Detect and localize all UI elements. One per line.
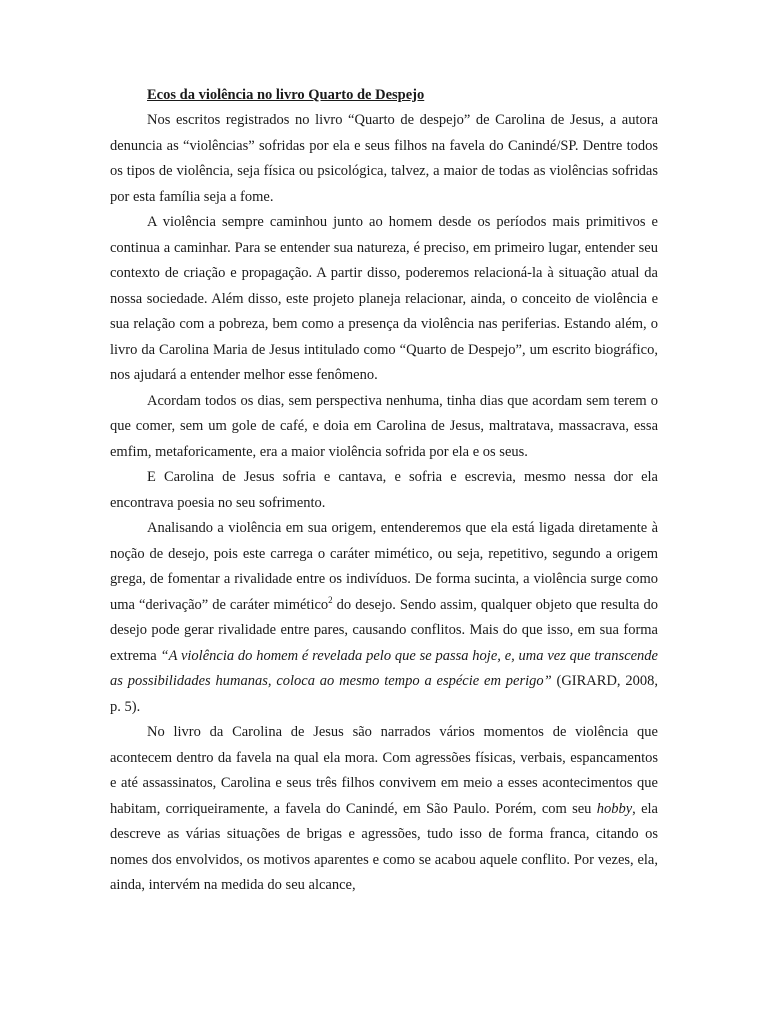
paragraph-6 (110, 720, 658, 899)
text-segment: , ela descreve as várias situações de brigas e agressões, tudo isso de forma franca, citando os nomes dos envolvidos, os motivos aparentes e como se acabou aquele conflito. Por vezes, ela, ainda, intervém na medida do seu alcance, (110, 800, 658, 893)
text-segment: do desejo. Sendo assim, qualquer objeto que resulta do desejo pode gerar rivalidade entre pares, causando conflitos. Mais do que isso, em sua forma extrema (110, 596, 658, 664)
italic-text: “A violência do homem é revelada pelo que se passa hoje, e, uma vez que transcende as possibilidades humanas, coloca ao mesmo tempo a espécie em perigo” (110, 647, 658, 689)
text-segment: No livro da Carolina de Jesus são narrados vários momentos de violência que acontecem dentro da favela na qual ela mora. Com agressões físicas, verbais, espancamentos e até assassinatos, Carolina e seus três filhos convivem em meio a esses acontecimentos que habitam, corriqueiramente, a favela do Canindé, em São Paulo. Porém, com seu (110, 724, 658, 817)
text-segment: (GIRARD, 2008, p. 5). (110, 673, 658, 715)
paragraph-2 (110, 210, 658, 389)
text-segment: A violência sempre caminhou junto ao homem desde os períodos mais primitivos e continua a caminhar. Para se entender sua natureza, é preciso, em primeiro lugar, entender seu contexto de criação e propagação. A partir disso, poderemos relacioná-la à situação atual da nossa sociedade. Além disso, este projeto planeja relacionar, ainda, o conceito de violência e sua relação com a pobreza, bem como a presença da violência nas periferias. Estando além, o livro da Carolina Maria de Jesus intitulado como “Quarto de Despejo”, um escrito biográfico, nos ajudará a entender melhor esse fenômeno. (110, 214, 658, 383)
document-title: Ecos da violência no livro Quarto de Despejo (147, 87, 425, 103)
italic-text: hobby (596, 800, 633, 817)
text-segment: E Carolina de Jesus sofria e cantava, e sofria e escrevia, mesmo nessa dor ela encontrava poesia no seu sofrimento. (110, 469, 658, 511)
document-body (110, 108, 658, 899)
text-segment: Analisando a violência em sua origem, entenderemos que ela está ligada diretamente à noção de desejo, pois este carrega o caráter mimético, ou seja, repetitivo, segundo a origem grega, de fomentar a rivalidade entre os indivíduos. De forma sucinta, a violência surge como uma “derivação” de caráter mimético (110, 520, 658, 613)
paragraph-4 (110, 465, 658, 516)
paragraph-3 (110, 389, 658, 466)
footnote-ref: 2 (328, 594, 333, 605)
paragraph-5 (110, 516, 658, 720)
text-segment: Acordam todos os dias, sem perspectiva nenhuma, tinha dias que acordam sem terem o que comer, sem um gole de café, e doia em Carolina de Jesus, maltratava, massacrava, essa emfim, metaforicamente, era a maior violência sofrida por ela e os seus. (110, 392, 658, 460)
text-segment: Nos escritos registrados no livro “Quarto de despejo” de Carolina de Jesus, a autora denuncia as “violências” sofridas por ela e seus filhos na favela do Canindé/SP. Dentre todos os tipos de violência, seja física ou psicológica, talvez, a maior de todas as violências sofridas por esta família seja a fome. (110, 112, 658, 205)
paragraph-1 (110, 108, 658, 210)
